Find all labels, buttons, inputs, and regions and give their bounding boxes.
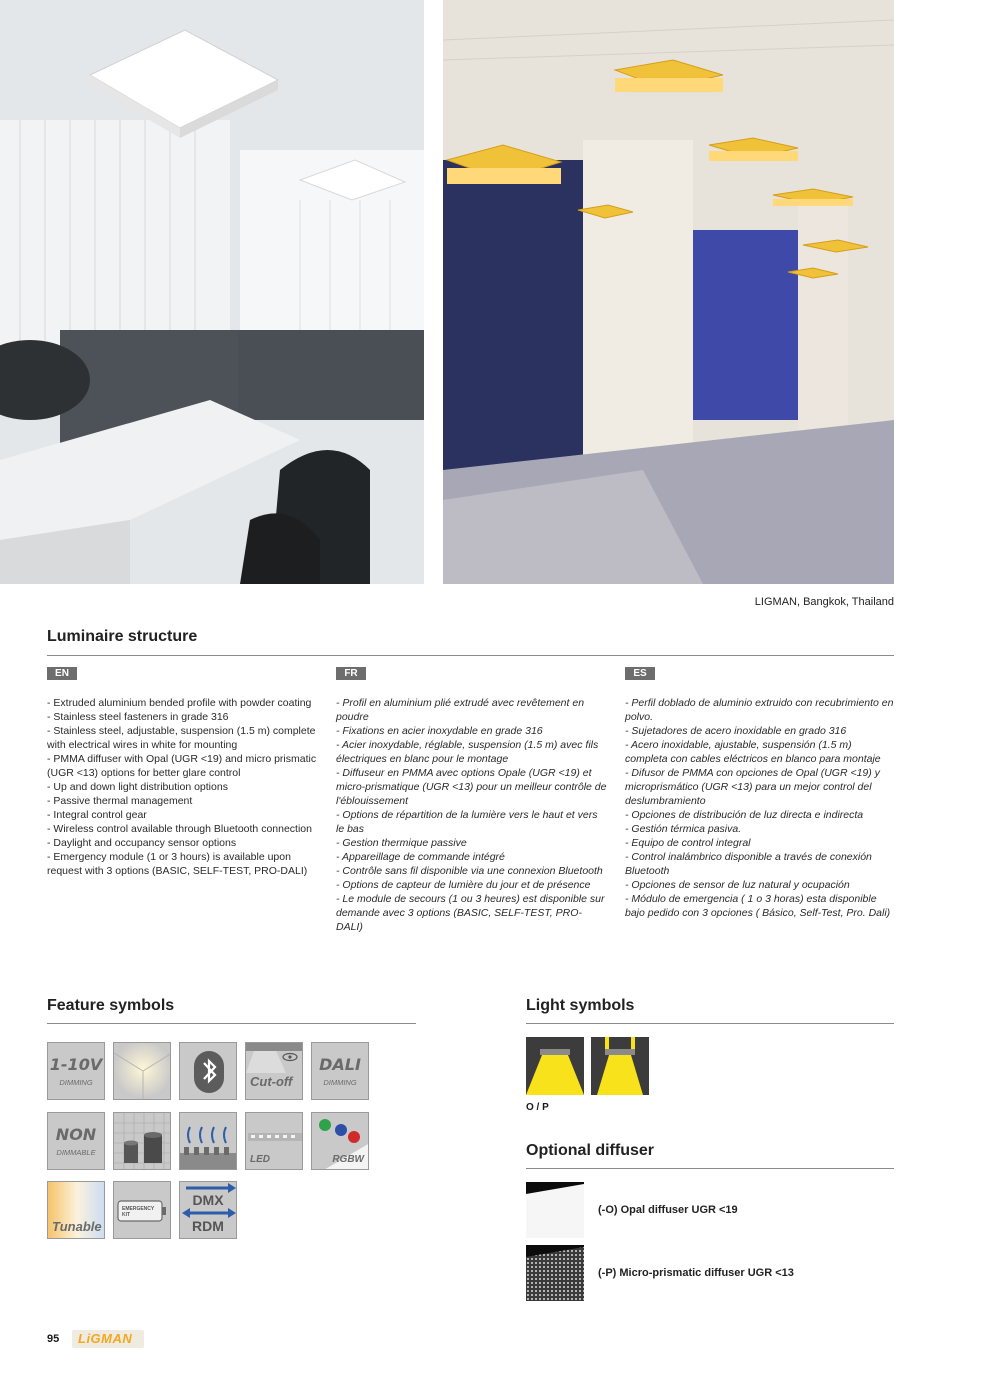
bluetooth-icon bbox=[179, 1042, 237, 1100]
list-item: - Gestion thermique passive bbox=[336, 837, 467, 849]
brand-wordmark: LiGMAN bbox=[78, 1331, 133, 1346]
list-item: - Stainless steel fasteners in grade 316 bbox=[47, 711, 229, 723]
list-item: - Up and down light distribution options bbox=[47, 781, 228, 793]
section-divider bbox=[526, 1023, 894, 1024]
list-item: - Equipo de control integral bbox=[625, 837, 751, 849]
list-item: - Passive thermal management bbox=[47, 795, 193, 807]
list-item: - Módulo de emergencia ( 1 o 3 horas) esta disponible bajo pedido con 3 opciones ( Básico, Self-Test, Pro. Dali) bbox=[625, 893, 891, 919]
section-divider bbox=[47, 1023, 416, 1024]
list-item: - Difusor de PMMA con opciones de Opal (UGR <19) y microprismático (UGR <13) para un mejor control del deslumbramiento bbox=[625, 767, 880, 807]
list-item: - Sujetadores de acero inoxidable en grado 316 bbox=[625, 725, 847, 737]
list-item: - Opciones de sensor de luz natural y ocupación bbox=[625, 879, 850, 891]
list-item: - Contrôle sans fil disponible via une connexion Bluetooth bbox=[336, 865, 603, 877]
list-item: - Diffuseur en PMMA avec options Opale (UGR <19) et micro-prismatique (UGR <13) pour un meilleur contrôle de l'éblouissement bbox=[336, 767, 607, 807]
light-symbols-label: O / P bbox=[526, 1102, 549, 1113]
opal-diffuser-label: (-O) Opal diffuser UGR <19 bbox=[598, 1204, 738, 1216]
rgbw-icon: RGBW bbox=[311, 1112, 369, 1170]
photo-caption: LIGMAN, Bangkok, Thailand bbox=[754, 596, 894, 608]
list-item: - Wireless control available through Bluetooth connection bbox=[47, 823, 312, 835]
list-item: - Perfil doblado de aluminio extruido con recubrimiento en polvo. bbox=[625, 697, 894, 723]
list-item: - Extruded aluminium bended profile with powder coating bbox=[47, 697, 312, 709]
opal-light-icon bbox=[526, 1037, 584, 1095]
page-number: 95 bbox=[47, 1333, 60, 1345]
list-item: - Daylight and occupancy sensor options bbox=[47, 837, 237, 849]
list-item: - Appareillage de commande intégré bbox=[336, 851, 505, 863]
list-item: - Le module de secours (1 ou 3 heures) est disponible sur demande avec 3 options (BASIC, SELF-TEST, PRO-DALI) bbox=[336, 893, 605, 933]
dimming-1-10v-icon: 1-10V DIMMING bbox=[47, 1042, 105, 1100]
dali-dimming-icon: DALI DIMMING bbox=[311, 1042, 369, 1100]
list-item: - Gestión térmica pasiva. bbox=[625, 823, 742, 835]
dmx-rdm-icon: DMX RDM bbox=[179, 1181, 237, 1239]
prismatic-light-icon bbox=[591, 1037, 649, 1095]
section-divider bbox=[47, 655, 894, 656]
feature-symbols-heading: Feature symbols bbox=[47, 997, 175, 1014]
spanish-column bbox=[625, 696, 897, 920]
section-divider bbox=[526, 1168, 894, 1169]
ligman-logo bbox=[72, 1330, 144, 1348]
lang-tag-en: EN bbox=[47, 667, 77, 680]
list-item: - Acier inoxydable, réglable, suspension (1.5 m) avec fils électriques en blanc pour le montage bbox=[336, 739, 599, 765]
list-item: - Options de répartition de la lumière vers le haut et vers le bas bbox=[336, 809, 598, 835]
french-column bbox=[336, 696, 608, 934]
luminaire-structure-heading: Luminaire structure bbox=[47, 628, 198, 645]
tunable-white-icon: Tunable bbox=[47, 1181, 105, 1239]
emergency-kit-icon: EMERGENCY KIT bbox=[113, 1181, 171, 1239]
office-illustration bbox=[0, 0, 424, 584]
list-item: - PMMA diffuser with Opal (UGR <19) and micro prismatic (UGR <13) options for better glare control bbox=[47, 753, 317, 779]
warehouse-illustration bbox=[443, 0, 894, 584]
list-item: - Fixations en acier inoxydable en grade 316 bbox=[336, 725, 543, 737]
lang-tag-fr: FR bbox=[336, 667, 366, 680]
list-item: - Acero inoxidable, ajustable, suspensión (1.5 m) completa con cables eléctricos en blanco para montaje bbox=[625, 739, 881, 765]
lang-tag-es: ES bbox=[625, 667, 655, 680]
warehouse-photo bbox=[443, 0, 894, 584]
list-item: - Control inalámbrico disponible a través de conexión Bluetooth bbox=[625, 851, 872, 877]
led-icon: LED bbox=[245, 1112, 303, 1170]
opal-diffuser-image bbox=[526, 1182, 584, 1238]
light-symbols-heading: Light symbols bbox=[526, 997, 635, 1014]
list-item: - Options de capteur de lumière du jour et de présence bbox=[336, 879, 591, 891]
list-item: - Profil en aluminium plié extrudé avec revêtement en poudre bbox=[336, 697, 585, 723]
list-item: - Emergency module (1 or 3 hours) is available upon request with 3 options (BASIC, SELF-TEST, PRO-DALI) bbox=[47, 851, 308, 877]
english-column bbox=[47, 696, 319, 878]
cutoff-icon: Cut-off bbox=[245, 1042, 303, 1100]
grade-316-icon bbox=[113, 1112, 171, 1170]
list-item: - Opciones de distribución de luz directa e indirecta bbox=[625, 809, 864, 821]
optional-diffuser-heading: Optional diffuser bbox=[526, 1142, 654, 1159]
prismatic-diffuser-image bbox=[526, 1245, 584, 1301]
office-photo bbox=[0, 0, 424, 584]
prismatic-diffuser-label: (-P) Micro-prismatic diffuser UGR <13 bbox=[598, 1267, 794, 1279]
list-item: - Integral control gear bbox=[47, 809, 147, 821]
thermal-management-icon bbox=[179, 1112, 237, 1170]
up-down-light-icon bbox=[113, 1042, 171, 1100]
list-item: - Stainless steel, adjustable, suspension (1.5 m) complete with electrical wires in white for mounting bbox=[47, 725, 316, 751]
non-dimmable-icon: NON DIMMABLE bbox=[47, 1112, 105, 1170]
